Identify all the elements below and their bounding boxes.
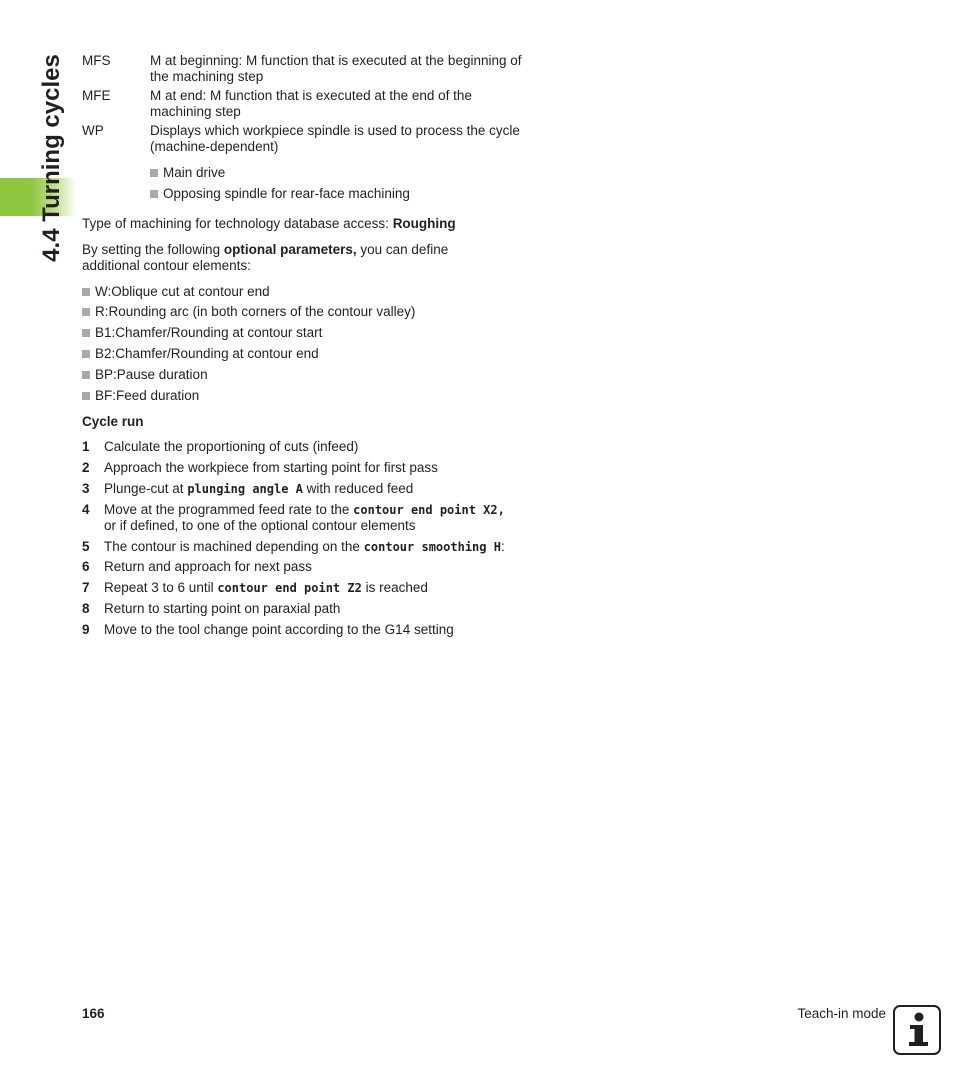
- optional-paragraph: By setting the following optional parameters, you can define additional contour elements:: [82, 242, 449, 273]
- list-item: BF:Feed duration: [82, 388, 199, 404]
- param-desc-mfe: M at end: M function that is executed at the end of the machining step: [150, 88, 472, 119]
- step-text: Approach the workpiece from starting point for first pass: [104, 460, 438, 475]
- step-text: Return and approach for next pass: [104, 559, 312, 574]
- info-icon: [893, 1005, 941, 1055]
- step-number: 4: [82, 502, 90, 517]
- bullet-square-icon: [82, 350, 90, 358]
- parameter-code: contour smoothing H: [363, 540, 501, 554]
- footer-mode-label: Teach-in mode: [797, 1006, 886, 1021]
- step-text: Move at the programmed feed rate to the contour end point X2, or if defined, to one of the optional contour elements: [104, 502, 505, 533]
- cycle-run-heading: Cycle run: [82, 414, 144, 429]
- list-item: R:Rounding arc (in both corners of the contour valley): [82, 304, 415, 320]
- list-item: W:Oblique cut at contour end: [82, 284, 270, 300]
- bullet-square-icon: [150, 169, 158, 177]
- parameter-code: contour end point Z2: [217, 581, 362, 595]
- info-icon-glyph: [895, 1007, 939, 1053]
- step-text: The contour is machined depending on the contour smoothing H:: [104, 539, 505, 554]
- step-text: Calculate the proportioning of cuts (infeed): [104, 439, 359, 454]
- bullet-square-icon: [82, 308, 90, 316]
- bullet-square-icon: [82, 371, 90, 379]
- list-item: B1:Chamfer/Rounding at contour start: [82, 325, 322, 341]
- step-number: 2: [82, 460, 90, 475]
- page-number: 166: [82, 1006, 105, 1021]
- section-title: 4.4 Turning cycles: [38, 54, 65, 262]
- step-number: 9: [82, 622, 90, 637]
- list-item: B2:Chamfer/Rounding at contour end: [82, 346, 319, 362]
- bullet-square-icon: [150, 190, 158, 198]
- bullet-square-icon: [82, 329, 90, 337]
- param-desc-mfs: M at beginning: M function that is executed at the beginning of the machining step: [150, 53, 522, 84]
- technology-paragraph: Type of machining for technology database access: Roughing: [82, 216, 456, 231]
- param-desc-wp: Displays which workpiece spindle is used to process the cycle (machine-dependent): [150, 123, 520, 154]
- step-text: Repeat 3 to 6 until contour end point Z2 is reached: [104, 580, 428, 595]
- step-text: Move to the tool change point according to the G14 setting: [104, 622, 454, 637]
- list-item: Opposing spindle for rear-face machining: [150, 186, 410, 202]
- step-text: Plunge-cut at plunging angle A with reduced feed: [104, 481, 414, 496]
- step-number: 8: [82, 601, 90, 616]
- param-name-mfe: MFE: [82, 88, 111, 103]
- list-item: Main drive: [150, 165, 225, 181]
- step-number: 1: [82, 439, 90, 454]
- param-name-mfs: MFS: [82, 53, 111, 68]
- bullet-square-icon: [82, 392, 90, 400]
- step-number: 6: [82, 559, 90, 574]
- parameter-code: contour end point X2,: [353, 503, 505, 517]
- step-number: 3: [82, 481, 90, 496]
- param-name-wp: WP: [82, 123, 104, 138]
- step-number: 5: [82, 539, 90, 554]
- step-number: 7: [82, 580, 90, 595]
- step-text: Return to starting point on paraxial path: [104, 601, 341, 616]
- parameter-code: plunging angle A: [187, 482, 303, 496]
- list-item: BP:Pause duration: [82, 367, 208, 383]
- bullet-square-icon: [82, 288, 90, 296]
